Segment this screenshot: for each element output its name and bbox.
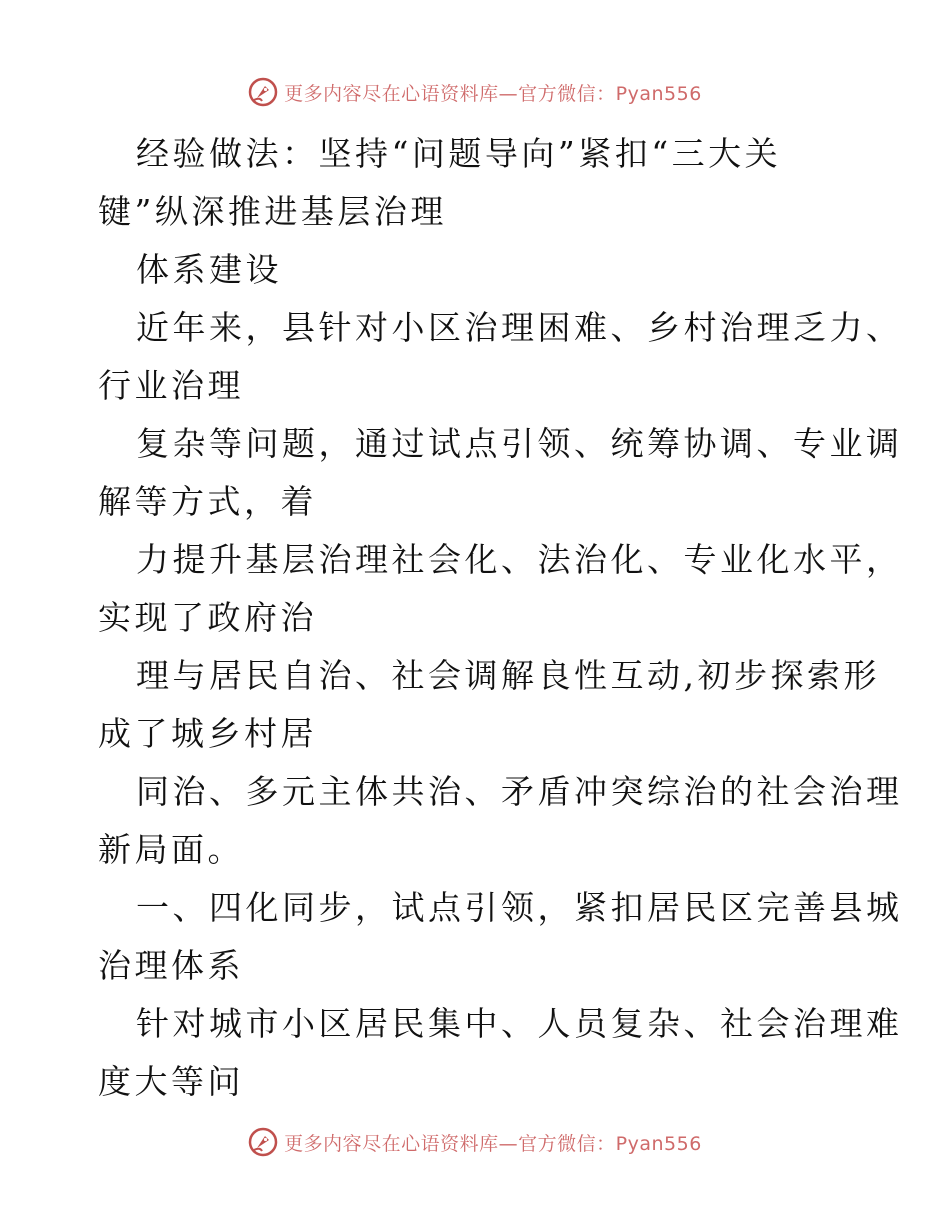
paragraph-first-line: 复杂等问题，通过试点引领、统筹协调、专业调 xyxy=(136,424,903,463)
paragraph-first-line: 近年来，县针对小区治理困难、乡村治理乏力、 xyxy=(136,308,903,347)
paragraph xyxy=(98,531,903,647)
watermark-text: 更多内容尽在心语资料库—官方微信：Pyan556 xyxy=(284,82,702,105)
paragraph-continuation: 行业治理 xyxy=(98,366,244,405)
footer-watermark xyxy=(0,1122,950,1162)
section-heading xyxy=(98,879,903,995)
paragraph-continuation: 实现了政府治 xyxy=(98,598,317,637)
document-body xyxy=(98,125,903,1111)
paragraph-first-line: 同治、多元主体共治、矛盾冲突综治的社会治理 xyxy=(136,772,903,811)
paragraph xyxy=(98,299,903,415)
paragraph-first-line: 经验做法：坚持“问题导向”紧扣“三大关 xyxy=(136,134,782,173)
paragraph-first-line: 一、四化同步，试点引领，紧扣居民区完善县城 xyxy=(136,888,903,927)
paragraph-first-line: 体系建设 xyxy=(136,250,282,289)
paragraph-first-line: 针对城市小区居民集中、人员复杂、社会治理难 xyxy=(136,1004,903,1043)
paragraph xyxy=(98,763,903,879)
paragraph xyxy=(98,241,858,299)
paragraph-continuation: 新局面。 xyxy=(98,830,244,869)
pen-nib-logo-icon xyxy=(248,1127,278,1157)
paragraph xyxy=(98,995,903,1111)
paragraph xyxy=(98,415,903,531)
paragraph-continuation: 度大等问 xyxy=(98,1062,244,1101)
header-watermark xyxy=(0,72,950,112)
watermark-text: 更多内容尽在心语资料库—官方微信：Pyan556 xyxy=(284,1132,702,1155)
paragraph xyxy=(98,647,880,763)
paragraph-continuation: 键”纵深推进基层治理 xyxy=(98,192,447,231)
pen-nib-logo-icon xyxy=(248,77,278,107)
paragraph-continuation: 治理体系 xyxy=(98,946,244,985)
paragraph-first-line: 力提升基层治理社会化、法治化、专业化水平， xyxy=(136,540,903,579)
paragraph xyxy=(98,125,858,241)
paragraph-first-line: 理与居民自治、社会调解良性互动,初步探索形 xyxy=(136,656,880,695)
paragraph-continuation: 解等方式，着 xyxy=(98,482,317,521)
paragraph-continuation: 成了城乡村居 xyxy=(98,714,317,753)
